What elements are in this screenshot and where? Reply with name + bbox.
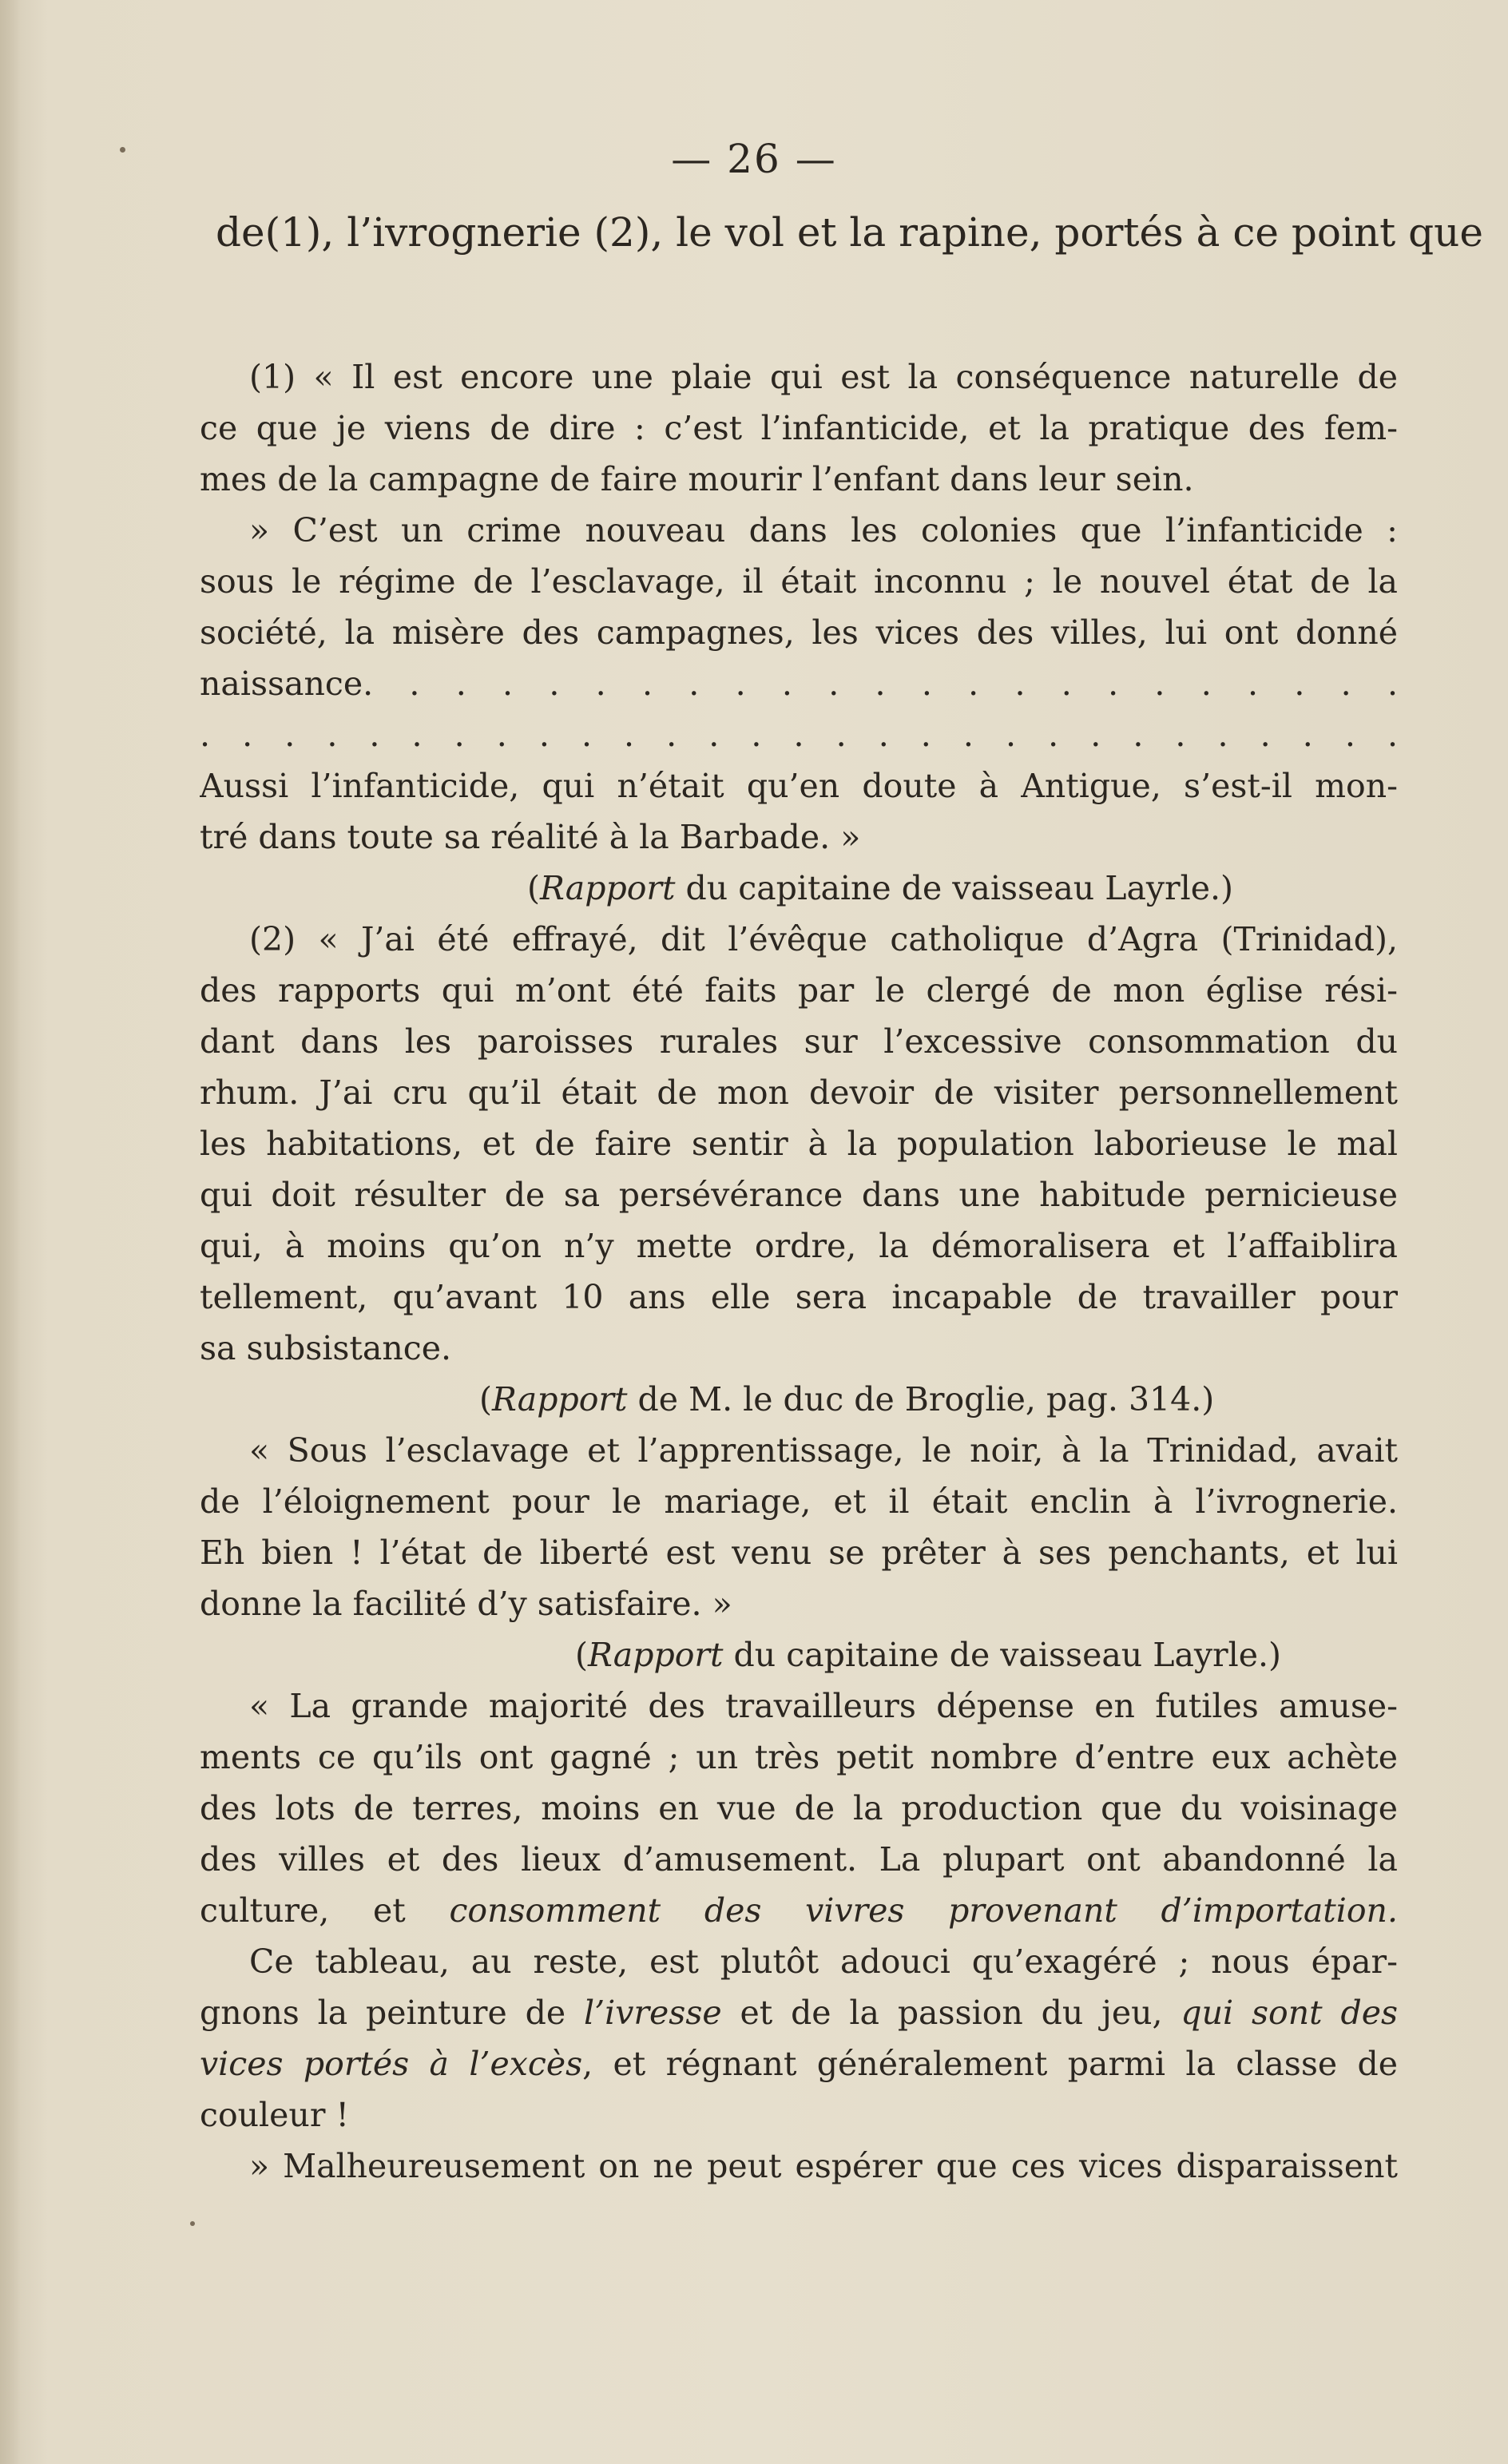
source-text: de M. le duc de Broglie, pag. 314.): [627, 1380, 1215, 1418]
footnote-line: tré dans toute sa réalité à la Barbade. »: [200, 818, 861, 856]
main-text-line: de(1), l’ivrognerie (2), le vol et la rapine, portés à ce point que: [216, 209, 1483, 256]
footnote-line: [200, 1987, 1398, 2038]
footnote-line: tellement, qu’avant 10 ans elle sera incapable de travailler pour: [200, 1278, 1398, 1316]
footnote-line: mes de la campagne de faire mourir l’enfant dans leur sein.: [200, 460, 1194, 498]
footnote-line: ments ce qu’ils ont gagné ; un très petit nombre d’entre eux achète: [200, 1738, 1398, 1776]
italic-run: l’ivresse: [584, 1994, 722, 2032]
footnote-line: de l’éloignement pour le mariage, et il était enclin à l’ivrognerie.: [200, 1482, 1398, 1521]
footnote-3: [200, 1425, 1398, 1680]
text-run: , et régnant généralement parmi la classe de: [582, 2045, 1398, 2083]
footnote-line: » C’est un crime nouveau dans les colonies que l’infanticide :: [249, 511, 1398, 550]
footnote-line: qui, à moins qu’on n’y mette ordre, la démoralisera et l’affaiblira: [200, 1227, 1398, 1265]
footnote-line: des lots de terres, moins en vue de la production que du voisinage: [200, 1789, 1398, 1827]
footnote-line: des villes et des lieux d’amusement. La plupart ont abandonné la: [200, 1840, 1398, 1879]
source-title: Rapport: [540, 869, 676, 907]
italic-run: vices portés à l’excès: [200, 2045, 583, 2083]
footnote-line: Ce tableau, au reste, est plutôt adouci qu’exagéré ; nous épar-: [249, 1942, 1398, 1981]
footnote-2: [200, 914, 1398, 1425]
source-title: Rapport: [588, 1636, 724, 1674]
ellipsis-line: naissance. . . . . . . . . . . . . . . . . . . . . . .: [200, 665, 1398, 703]
ink-speck: [190, 2221, 195, 2226]
footnote-line: les habitations, et de faire sentir à la population laborieuse le mal: [200, 1125, 1398, 1163]
footnote-line: sa subsistance.: [200, 1329, 451, 1367]
footnote-line: (1) « Il est encore une plaie qui est la conséquence naturelle de: [249, 358, 1398, 396]
footnote-1: [200, 351, 1398, 914]
footnote-line: « Sous l’esclavage et l’apprentissage, le noir, à la Trinidad, avait: [249, 1431, 1398, 1470]
footnote-line: société, la misère des campagnes, les vices des villes, lui ont donné: [200, 613, 1398, 652]
footnote-line: (2) « J’ai été effrayé, dit l’évêque catholique d’Agra (Trinidad),: [249, 920, 1398, 958]
footnotes: [200, 351, 1398, 2192]
source-paren: (: [575, 1636, 588, 1674]
footnote-line: qui doit résulter de sa persévérance dans une habitude pernicieuse: [200, 1176, 1398, 1214]
italic-run: qui sont des: [1181, 1994, 1398, 2032]
text-run: culture, et: [200, 1891, 450, 1930]
source-paren: (: [527, 869, 540, 907]
source-text: du capitaine de vaisseau Layrle.): [723, 1636, 1282, 1674]
footnote-line: ce que je viens de dire : c’est l’infanticide, et la pratique des fem-: [200, 409, 1398, 447]
page-number: — 26 —: [671, 136, 837, 182]
footnote-line: sous le régime de l’esclavage, il était inconnu ; le nouvel état de la: [200, 562, 1398, 601]
footnote-line: [200, 1885, 1398, 1936]
footnote-line: » Malheureusement on ne peut espérer que ces vices disparaissent: [249, 2147, 1398, 2185]
text-run: gnons la peinture de: [200, 1994, 584, 2032]
footnote-source: [200, 863, 1398, 914]
footnote-4: [200, 1680, 1398, 2192]
footnote-line: couleur !: [200, 2096, 349, 2134]
footnote-line: [200, 2038, 1398, 2089]
footnote-line: donne la facilité d’y satisfaire. »: [200, 1585, 732, 1623]
footnote-line: Aussi l’infanticide, qui n’était qu’en doute à Antigue, s’est-il mon-: [200, 767, 1398, 805]
footnote-line: Eh bien ! l’état de liberté est venu se prêter à ses penchants, et lui: [200, 1534, 1398, 1572]
footnote-source: [200, 1629, 1398, 1680]
footnote-line: dant dans les paroisses rurales sur l’excessive consommation du: [200, 1022, 1398, 1061]
source-text: du capitaine de vaisseau Layrle.): [675, 869, 1234, 907]
italic-run: consomment des vivres provenant d’importation.: [449, 1891, 1398, 1930]
ellipsis-line: . . . . . . . . . . . . . . . . . . . . . . . . . . . . .: [200, 716, 1398, 754]
footnote-source: [200, 1374, 1398, 1425]
footnote-line: « La grande majorité des travailleurs dépense en futiles amuse-: [249, 1687, 1398, 1725]
text-run: et de la passion du jeu,: [721, 1994, 1181, 2032]
footnote-line: rhum. J’ai cru qu’il était de mon devoir de visiter personnellement: [200, 1073, 1398, 1112]
source-paren: (: [479, 1380, 492, 1418]
ink-speck: [120, 147, 125, 153]
source-title: Rapport: [492, 1380, 628, 1418]
page-edge-shadow: [0, 0, 21, 2464]
footnote-line: des rapports qui m’ont été faits par le clergé de mon église rési-: [200, 971, 1398, 1010]
